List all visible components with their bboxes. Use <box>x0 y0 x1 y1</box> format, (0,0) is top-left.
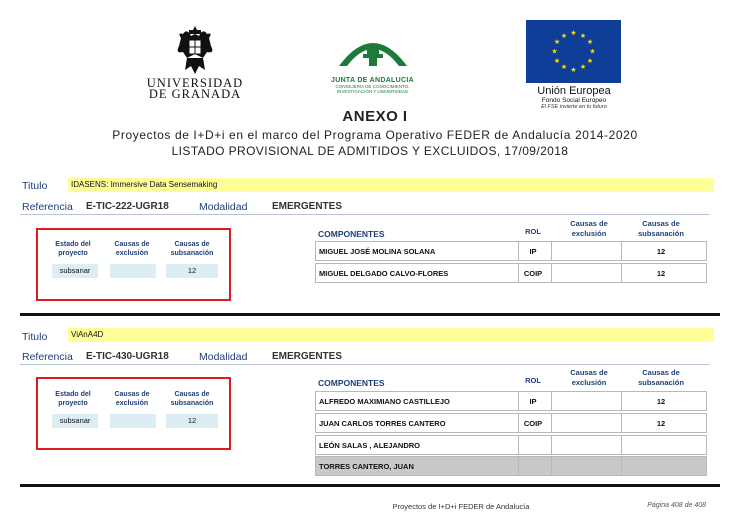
ugr-logo <box>140 24 250 108</box>
component-name: LEÓN SALAS , ALEJANDRO <box>319 441 420 450</box>
separator <box>20 364 710 365</box>
table-row <box>315 241 707 261</box>
ugr-name-line2: DE GRANADA <box>148 87 242 101</box>
eu-fund: Fondo Social Europeo <box>541 97 607 104</box>
footer-title: Proyectos de I+D+i FEDER de Andalucía <box>392 502 530 511</box>
junta-sub1: CONSEJERÍA DE CONOCIMIENTO, <box>335 84 410 89</box>
table-row <box>315 456 707 476</box>
table-row <box>315 413 707 433</box>
component-rol: IP <box>529 397 537 406</box>
component-name: MIGUEL DELGADO CALVO-FLORES <box>319 269 449 278</box>
component-subsanacion: 12 <box>656 419 666 428</box>
subsanacion-col-header: Causas de subsanación <box>638 219 684 238</box>
componentes-header: COMPONENTES <box>318 378 385 388</box>
project-title: ViAnA4D <box>71 330 104 339</box>
referencia-label: Referencia <box>22 201 73 213</box>
svg-text:★: ★ <box>551 47 558 56</box>
estado-header: Estado del proyecto <box>55 241 91 257</box>
titulo-label: Titulo <box>22 331 48 343</box>
table-row <box>315 263 707 283</box>
ugr-name-line1: UNIVERSIDAD <box>146 76 244 90</box>
svg-text:★: ★ <box>560 63 568 71</box>
junta-name: JUNTA DE ANDALUCIA <box>331 77 414 84</box>
subsanacion-header: Causas de subsanación <box>170 241 214 257</box>
project-title: IDASENS: Immersive Data Sensemaking <box>71 180 218 189</box>
junta-emblem-icon <box>333 26 413 70</box>
component-rol: IP <box>529 247 537 256</box>
eu-name: Unión Europea <box>537 85 611 97</box>
separator <box>20 214 710 215</box>
exclusion-col-header: Causas de exclusión <box>570 368 608 387</box>
svg-text:★: ★ <box>570 66 577 74</box>
rol-header: ROL <box>525 227 541 236</box>
component-name: JUAN CARLOS TORRES CANTERO <box>319 419 446 428</box>
subsanacion-value: 12 <box>166 264 218 278</box>
modalidad-label: Modalidad <box>199 201 248 213</box>
componentes-header: COMPONENTES <box>318 229 385 239</box>
component-name: ALFREDO MAXIMIANO CASTILLEJO <box>319 397 450 406</box>
titulo-field <box>68 178 714 192</box>
eu-logo <box>526 20 622 116</box>
subsanacion-value: 12 <box>166 414 218 428</box>
svg-text:★: ★ <box>586 57 594 65</box>
referencia-value: E-TIC-430-UGR18 <box>86 351 169 362</box>
junta-sub2: INVESTIGACIÓN Y UNIVERSIDAD <box>336 89 409 94</box>
subsanacion-col-header: Causas de subsanación <box>638 368 684 387</box>
svg-text:★: ★ <box>586 38 594 46</box>
referencia-label: Referencia <box>22 351 73 363</box>
annex-title: ANEXO I <box>342 108 408 125</box>
svg-text:★: ★ <box>553 38 561 46</box>
svg-text:★: ★ <box>579 32 587 40</box>
exclusion-col-header: Causas de exclusión <box>570 219 608 238</box>
subsanacion-header: Causas de subsanación <box>170 391 214 407</box>
component-subsanacion: 12 <box>656 397 666 406</box>
program-subtitle: Proyectos de I+D+i en el marco del Programa Operativo FEDER de Andalucía 2014-2020 <box>112 128 638 142</box>
titulo-label: Titulo <box>22 180 48 192</box>
component-rol: COIP <box>523 269 543 278</box>
component-rol: COIP <box>523 419 543 428</box>
eu-flag-icon <box>526 20 621 83</box>
svg-text:★: ★ <box>570 29 577 37</box>
list-subtitle: LISTADO PROVISIONAL DE ADMITIDOS Y EXCLUIDOS, 17/09/2018 <box>171 144 569 158</box>
exclusion-header: Causas de exclusión <box>114 391 150 407</box>
estado-value: subsanar <box>52 264 98 278</box>
eu-slogan: El FSE invierte en tu futuro <box>541 104 607 110</box>
rol-header: ROL <box>525 376 541 385</box>
svg-text:★: ★ <box>553 57 561 65</box>
svg-text:★: ★ <box>560 32 568 40</box>
svg-text:★: ★ <box>589 47 596 56</box>
exclusion-value <box>110 264 156 278</box>
junta-logo <box>325 26 420 98</box>
exclusion-header: Causas de exclusión <box>114 241 150 257</box>
titulo-field <box>68 328 714 342</box>
modalidad-value: EMERGENTES <box>272 201 343 212</box>
table-row <box>315 391 707 411</box>
exclusion-value <box>110 414 156 428</box>
project-divider <box>20 484 720 487</box>
modalidad-value: EMERGENTES <box>272 351 343 362</box>
svg-text:★: ★ <box>579 63 587 71</box>
project-divider <box>20 313 720 316</box>
component-name: TORRES CANTERO, JUAN <box>319 462 414 471</box>
modalidad-label: Modalidad <box>199 351 248 363</box>
component-name: MIGUEL JOSÉ MOLINA SOLANA <box>319 247 436 256</box>
estado-header: Estado del proyecto <box>55 391 91 407</box>
referencia-value: E-TIC-222-UGR18 <box>86 201 169 212</box>
page-number: Página 408 de 408 <box>647 502 706 509</box>
table-row <box>315 435 707 455</box>
component-subsanacion: 12 <box>656 247 666 256</box>
component-subsanacion: 12 <box>656 269 666 278</box>
ugr-crest-icon <box>173 24 217 78</box>
estado-value: subsanar <box>52 414 98 428</box>
